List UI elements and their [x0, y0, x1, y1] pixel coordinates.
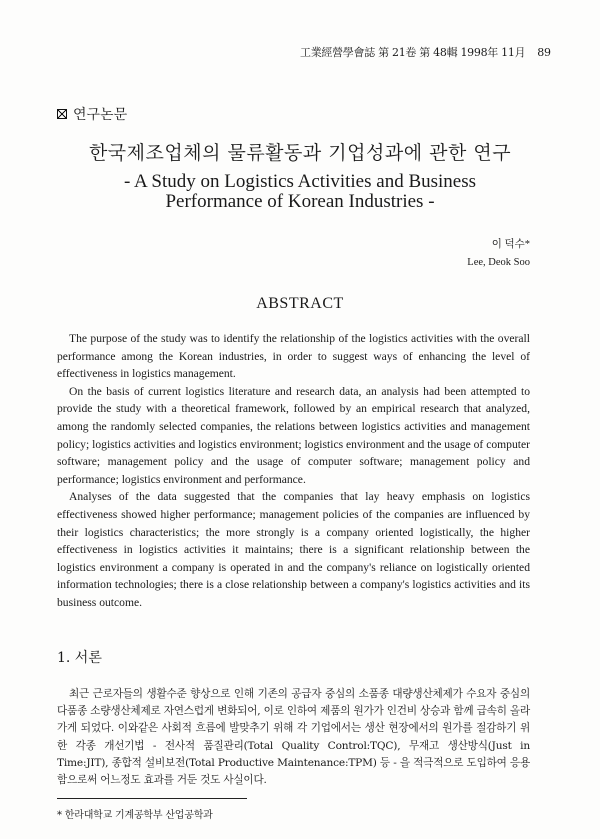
footnote-divider — [57, 798, 247, 799]
running-header — [300, 44, 551, 60]
abstract-heading: ABSTRACT — [256, 295, 344, 312]
title-english — [40, 172, 560, 212]
abstract-paragraph: On the basis of current logistics literature and research data, an analysis had been attempted to provide the study with a theoretical framework, followed by an empirical research that analyzed, among the randomly selected companies, the relations between logistics activities and management policy; logistics activities and logistics environment; logistics environment and the usage of computer software; management policy and the usage of computer software; management policy and performance; logistics environment and performance. — [57, 384, 530, 486]
abstract-paragraph: Analyses of the data suggested that the companies that lay heavy emphasis on logistics effectiveness showed higher performance; management policies of the companies are influenced by their logistics characteristics; the more strongly is a company oriented logistically, the higher effectiveness in logistics activities it maintains; there is a significant relationship between the logistics environment a company is operated in and the company's reliance on logistically oriented information technologies; there is a close relationship between a company's logistics activities and its business outcome. — [57, 490, 530, 609]
footnote: * 한라대학교 기계공학부 산업공학과 — [57, 810, 213, 821]
body-paragraph: 최근 근로자들의 생활수준 향상으로 인해 기존의 공급자 중심의 소품종 대량생산체제가 수요자 중심의 다품종 소량생산체제로 자연스럽게 변화되어, 이로 인하여 제품의 원가가 인건비 상승과 함께 급속히 올라가게 되었다. 이와같은 사회적 흐름에 발맞추기 위해 각 기업에서는 생산 현장에서의 원가를 절감하기 위한 각종 개선기법 - 전사적 품질관리(Total Quality Control:TQC), 무재고 생산방식(Just in Time:JIT), 종합적 설비보전(Total Productive Maintenance:TPM) 등 - 을 적극적으로 도입하여 응용함으로써 어느정도 효과를 거둔 것도 사실이다. — [57, 688, 530, 787]
section-tag — [57, 104, 127, 124]
abstract-paragraph: The purpose of the study was to identify the relationship of the logistics activities with the overall performance among the Korean industries, in order to suggest ways of enhancing the level of effectiveness in logistics management. — [57, 332, 530, 381]
page-number: 89 — [537, 46, 551, 59]
title-english-line-1: - A Study on Logistics Activities and Business — [123, 171, 477, 192]
journal-citation: 工業經營學會誌 第 21卷 第 48輯 1998年 11月 — [300, 46, 526, 59]
author-block — [467, 236, 530, 272]
section-heading: 1. 서론 — [57, 650, 102, 666]
author-name-english: Lee, Deok Soo — [467, 257, 530, 268]
abstract-body — [57, 330, 530, 612]
section-tag-label: 연구논문 — [73, 107, 128, 123]
boxed-x-icon — [57, 109, 67, 119]
section-body — [57, 686, 530, 789]
author-name-korean: 이 덕수* — [491, 239, 530, 250]
title-korean: 한국제조업체의 물류활동과 기업성과에 관한 연구 — [88, 142, 512, 164]
title-english-line-2: Performance of Korean Industries - — [165, 191, 435, 212]
